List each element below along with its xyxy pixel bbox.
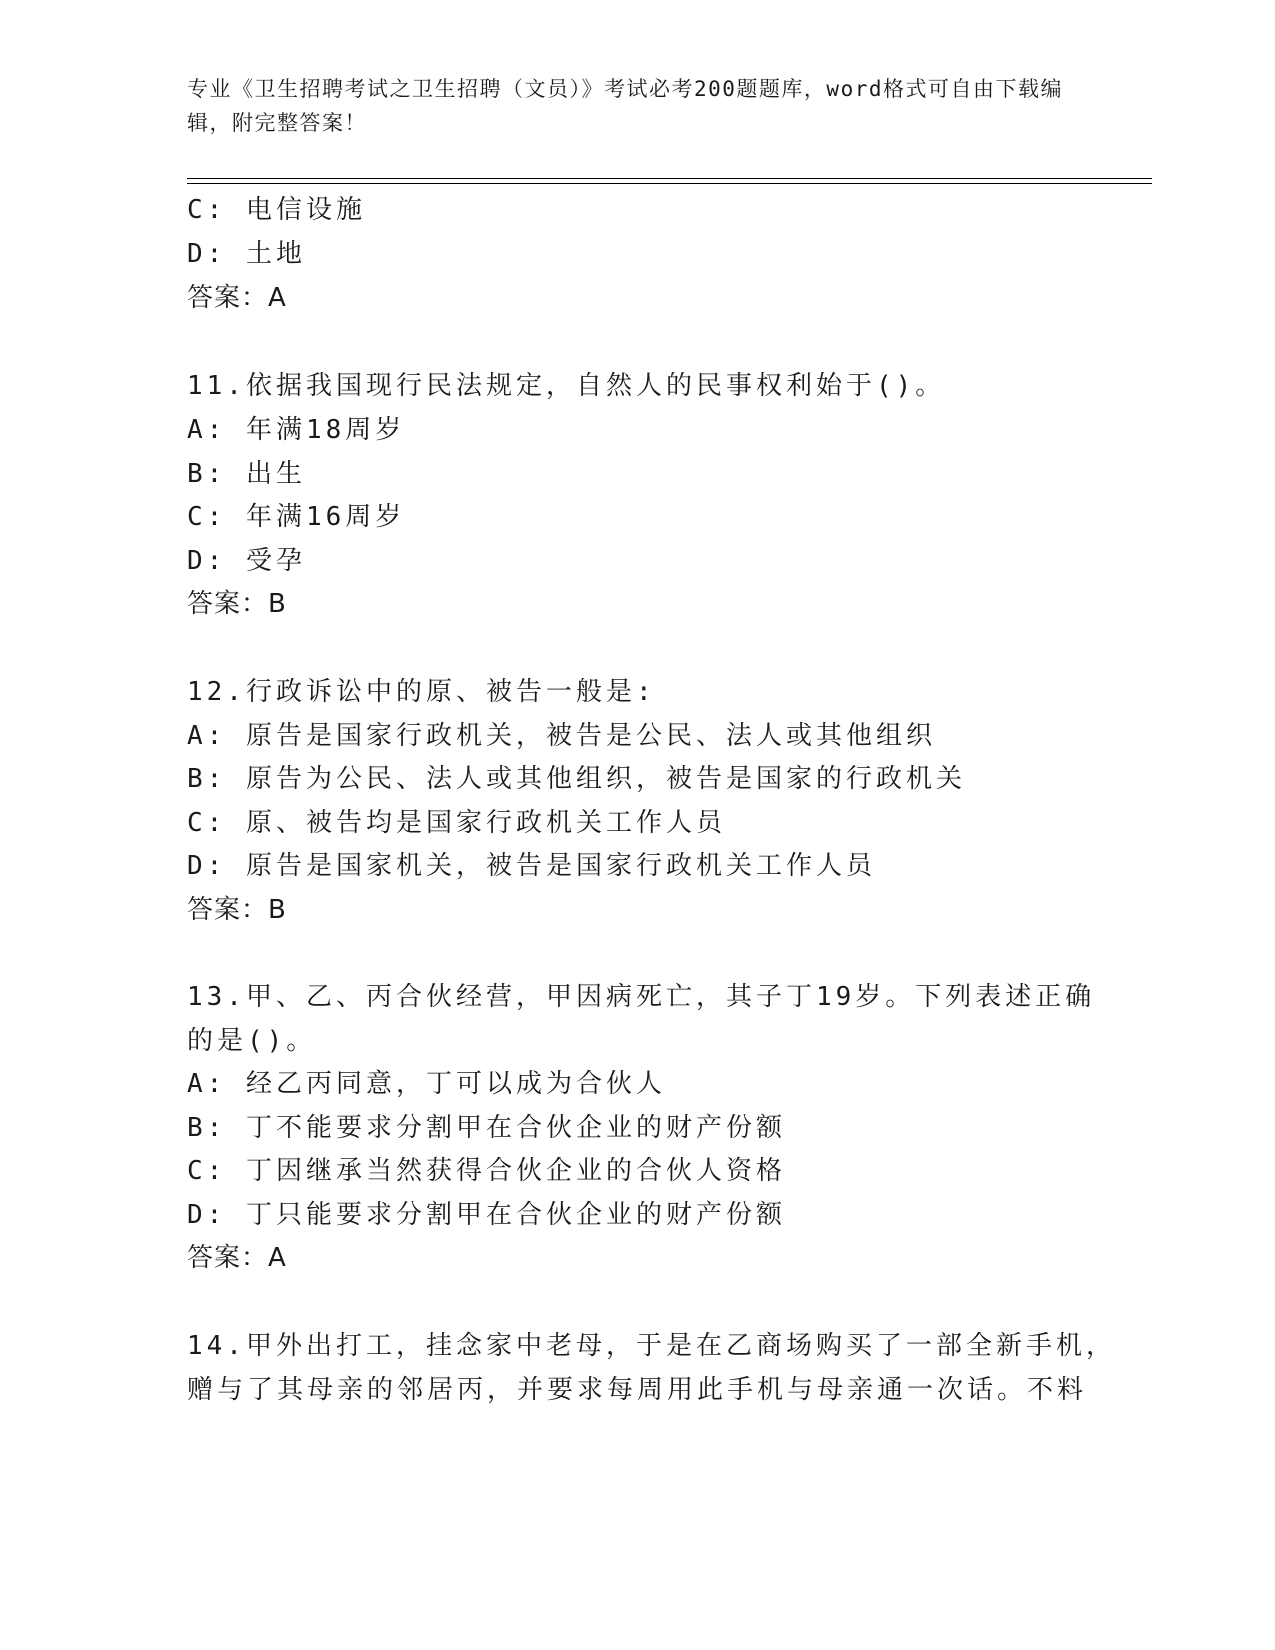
q13-option-a: A: 经乙丙同意，丁可以成为合伙人 xyxy=(187,1069,666,1099)
q12-option-d: D: 原告是国家机关，被告是国家行政机关工作人员 xyxy=(187,851,876,881)
q12-answer: 答案：B xyxy=(187,895,287,925)
q13-option-b: B: 丁不能要求分割甲在合伙企业的财产份额 xyxy=(187,1113,786,1143)
q11-stem: 11.依据我国现行民法规定，自然人的民事权利始于()。 xyxy=(187,371,946,401)
q13-answer: 答案：A xyxy=(187,1243,287,1273)
q13-stem-line2: 的是()。 xyxy=(187,1026,317,1056)
header-text: 专业《卫生招聘考试之卫生招聘（文员）》考试必考200题题库，word格式可自由下载编辑，附完整答案！ xyxy=(187,77,1063,135)
q11-option-a: A: 年满18周岁 xyxy=(187,415,406,445)
document-header xyxy=(187,72,1067,140)
q12-option-b: B: 原告为公民、法人或其他组织，被告是国家的行政机关 xyxy=(187,764,966,794)
header-rule-thin xyxy=(187,183,1152,184)
q11-option-b: B: 出生 xyxy=(187,459,306,489)
prev-option-c: C: 电信设施 xyxy=(187,195,366,225)
q13-stem-line1: 13.甲、乙、丙合伙经营，甲因病死亡，其子丁19岁。下列表述正确 xyxy=(187,982,1096,1012)
q13-option-c: C: 丁因继承当然获得合伙企业的合伙人资格 xyxy=(187,1156,786,1186)
prev-answer: 答案：A xyxy=(187,283,287,313)
q12-option-c: C: 原、被告均是国家行政机关工作人员 xyxy=(187,808,726,838)
q13-option-d: D: 丁只能要求分割甲在合伙企业的财产份额 xyxy=(187,1200,786,1230)
q11-option-c: C: 年满16周岁 xyxy=(187,502,406,532)
q11-option-d: D: 受孕 xyxy=(187,546,306,576)
q11-answer: 答案：B xyxy=(187,589,287,619)
q12-stem: 12.行政诉讼中的原、被告一般是: xyxy=(187,677,656,707)
q12-option-a: A: 原告是国家行政机关，被告是公民、法人或其他组织 xyxy=(187,721,936,751)
q14-stem-line2: 赠与了其母亲的邻居丙，并要求每周用此手机与母亲通一次话。不料 xyxy=(187,1375,1088,1405)
prev-option-d: D: 土地 xyxy=(187,239,306,269)
header-rule-thick xyxy=(187,178,1152,179)
q14-stem-line1: 14.甲外出打工，挂念家中老母，于是在乙商场购买了一部全新手机， xyxy=(187,1331,1116,1361)
